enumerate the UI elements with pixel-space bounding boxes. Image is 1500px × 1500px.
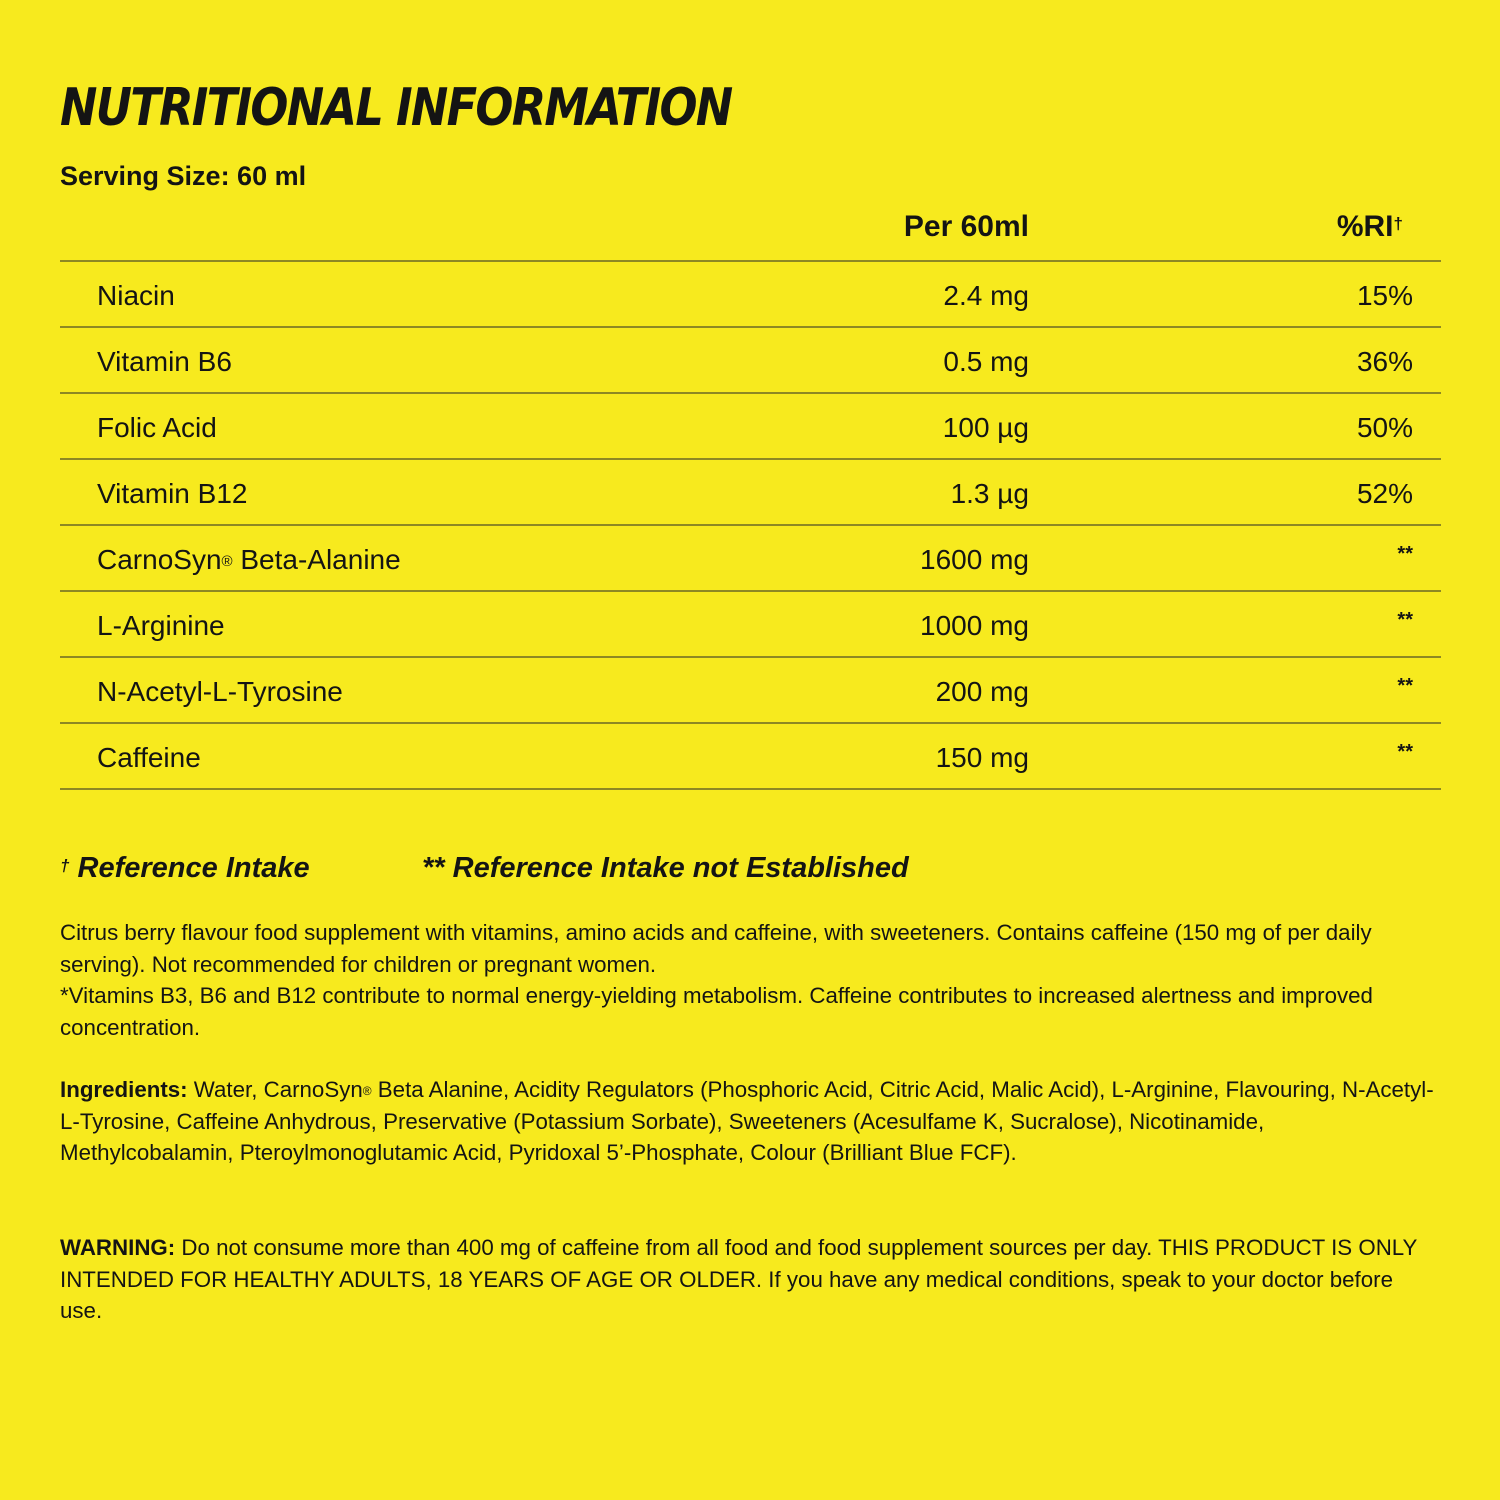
dagger-mark: † bbox=[60, 856, 70, 875]
table-row bbox=[60, 262, 1441, 328]
table-row bbox=[60, 592, 1441, 658]
description-line: *Vitamins B3, B6 and B12 contribute to normal energy-yielding metabolism. Caffeine contributes to increased alertness and improved concentration. bbox=[60, 983, 1373, 1040]
nutrient-name: N-Acetyl-L-Tyrosine bbox=[97, 676, 343, 707]
registered-mark: ® bbox=[362, 1084, 372, 1098]
nutrient-name bbox=[97, 543, 401, 577]
description-line: Citrus berry flavour food supplement with vitamins, amino acids and caffeine, with sweeteners. Contains caffeine (150 mg of per daily serving). Not recommended for children or pregnant women. bbox=[60, 920, 1372, 977]
nutrient-ri: ** bbox=[1397, 609, 1413, 631]
ingredients-text: Beta Alanine, Acidity Regulators (Phosphoric Acid, Citric Acid, Malic Acid), L-Arginine, Flavouring, N-Acetyl-L-Tyrosine, Caffeine Anhydrous, Preservative (Potassium Sorbate), Sweeteners (Acesulfame K, Sucralose), Nicotinamide, Methylcobalamin, Pteroylmonoglutamic Acid, Pyridoxal 5’-Phosphate, Colour (Brilliant Blue FCF). bbox=[60, 1077, 1434, 1165]
nutrient-amount: 150 mg bbox=[935, 742, 1029, 773]
nutrient-amount: 2.4 mg bbox=[943, 280, 1029, 311]
table-row bbox=[60, 328, 1441, 394]
column-header-ri-text: %RI bbox=[1336, 210, 1394, 243]
warning bbox=[60, 1232, 1441, 1327]
table-header bbox=[60, 196, 1441, 262]
nutrient-ri: ** bbox=[1397, 675, 1413, 697]
nutrient-name: L-Arginine bbox=[97, 610, 225, 641]
nutrient-name: Caffeine bbox=[97, 742, 201, 773]
nutrient-name-brand: CarnoSyn bbox=[97, 544, 222, 575]
nutrient-amount: 200 mg bbox=[935, 676, 1029, 707]
ingredients bbox=[60, 1074, 1441, 1169]
nutrition-table bbox=[60, 196, 1441, 790]
nutrient-amount: 0.5 mg bbox=[943, 346, 1029, 377]
nutrient-ri: 50% bbox=[1356, 412, 1413, 443]
legend-not-established: ** Reference Intake not Established bbox=[422, 852, 909, 884]
nutrient-amount: 100 µg bbox=[942, 412, 1029, 443]
column-header-ri bbox=[1337, 209, 1403, 245]
dagger-mark: † bbox=[1393, 214, 1403, 233]
nutrient-name: Vitamin B6 bbox=[97, 346, 232, 377]
legend-reference-intake bbox=[60, 850, 310, 886]
table-row bbox=[60, 394, 1441, 460]
legend-ri-text: Reference Intake bbox=[69, 852, 310, 884]
page-title: NUTRITIONAL INFORMATION bbox=[60, 78, 732, 138]
ingredients-label: Ingredients: bbox=[60, 1077, 188, 1102]
nutrient-amount: 1000 mg bbox=[920, 610, 1029, 641]
nutrient-name-suffix: Beta-Alanine bbox=[232, 544, 401, 575]
nutrient-amount: 1600 mg bbox=[920, 544, 1029, 575]
nutrient-name: Folic Acid bbox=[97, 412, 217, 443]
nutrient-amount: 1.3 µg bbox=[950, 478, 1029, 509]
column-header-amount: Per 60ml bbox=[903, 210, 1029, 243]
nutrient-ri: ** bbox=[1397, 741, 1413, 763]
nutrient-ri: ** bbox=[1397, 543, 1413, 565]
description bbox=[60, 917, 1441, 1043]
serving-size: Serving Size: 60 ml bbox=[60, 161, 307, 191]
ingredients-text: Water, CarnoSyn bbox=[187, 1077, 363, 1102]
nutrient-ri: 36% bbox=[1356, 346, 1413, 377]
registered-mark: ® bbox=[221, 553, 233, 570]
nutrient-name: Vitamin B12 bbox=[97, 478, 248, 509]
warning-text: Do not consume more than 400 mg of caffeine from all food and food supplement sources per day. THIS PRODUCT IS ONLY INTENDED FOR HEALTHY ADULTS, 18 YEARS OF AGE OR OLDER. If you have any medical conditions, speak to your doctor before use. bbox=[60, 1235, 1418, 1323]
table-row bbox=[60, 724, 1441, 790]
nutrient-ri: 15% bbox=[1356, 280, 1413, 311]
table-row bbox=[60, 460, 1441, 526]
nutrient-name: Niacin bbox=[97, 280, 175, 311]
nutrient-ri: 52% bbox=[1356, 478, 1413, 509]
warning-label: WARNING: bbox=[60, 1235, 176, 1260]
table-row bbox=[60, 658, 1441, 724]
table-row bbox=[60, 526, 1441, 592]
